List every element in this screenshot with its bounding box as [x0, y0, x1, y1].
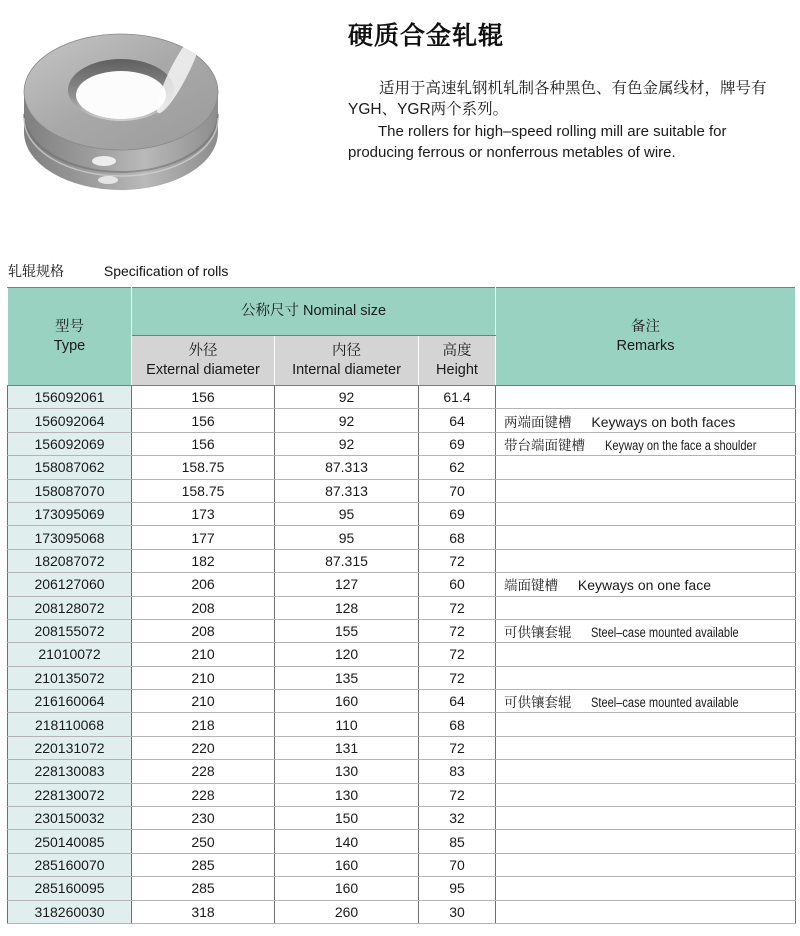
cell-internal-diameter: 155 [275, 619, 419, 642]
cell-internal-diameter: 95 [275, 502, 419, 525]
page-title: 硬质合金轧辊 [348, 22, 505, 50]
remark-zh: 可供镶套辊 [504, 695, 572, 711]
cell-internal-diameter: 150 [275, 807, 419, 830]
table-row [8, 877, 796, 900]
remark-en: Keyway on the face a shoulder [604, 437, 757, 453]
cell-height: 72 [419, 736, 496, 759]
cell-type: 285160070 [8, 853, 132, 876]
cell-external-diameter: 156 [132, 432, 275, 455]
cell-internal-diameter: 160 [275, 690, 419, 713]
cell-height: 72 [419, 783, 496, 806]
section-label-en: Specification of rolls [103, 263, 229, 279]
table-row [8, 456, 796, 479]
cell-remark [496, 479, 796, 502]
cell-external-diameter: 158.75 [132, 456, 275, 479]
cell-external-diameter: 318 [132, 900, 275, 923]
cell-external-diameter: 182 [132, 549, 275, 572]
section-label [8, 261, 228, 281]
cell-external-diameter: 210 [132, 666, 275, 689]
cell-external-diameter: 177 [132, 526, 275, 549]
col-header-remarks-en: Remarks [616, 337, 675, 354]
table-row [8, 502, 796, 525]
cell-internal-diameter: 120 [275, 643, 419, 666]
col-header-int-zh: 内径 [332, 342, 361, 359]
cell-type: 156092064 [8, 409, 132, 432]
table-row [8, 666, 796, 689]
cell-height: 83 [419, 760, 496, 783]
table-row [8, 432, 796, 455]
cell-internal-diameter: 92 [275, 409, 419, 432]
col-header-type [8, 288, 132, 386]
remark-en: Steel–case mounted available [591, 625, 740, 641]
cell-type: 230150032 [8, 807, 132, 830]
intro-zh [348, 78, 798, 120]
cell-height: 30 [419, 900, 496, 923]
col-header-int-en: Internal diameter [292, 361, 401, 378]
cell-external-diameter: 285 [132, 853, 275, 876]
cell-remark [496, 760, 796, 783]
cell-height: 61.4 [419, 386, 496, 409]
cell-external-diameter: 210 [132, 643, 275, 666]
cell-external-diameter: 158.75 [132, 479, 275, 502]
cell-internal-diameter: 128 [275, 596, 419, 619]
cell-internal-diameter: 140 [275, 830, 419, 853]
cell-height: 64 [419, 690, 496, 713]
cell-type: 158087070 [8, 479, 132, 502]
cell-remark [496, 386, 796, 409]
cell-type: 206127060 [8, 573, 132, 596]
cell-external-diameter: 173 [132, 502, 275, 525]
cell-remark [496, 549, 796, 572]
cell-type: 228130083 [8, 760, 132, 783]
cell-external-diameter: 210 [132, 690, 275, 713]
intro-en-line1: The rollers for high–speed rolling mill are suitable for [378, 123, 727, 140]
roller-illustration [16, 10, 228, 198]
cell-type: 156092069 [8, 432, 132, 455]
table-row [8, 713, 796, 736]
intro-zh-line2: YGH、YGR两个系列。 [348, 101, 509, 118]
cell-height: 70 [419, 853, 496, 876]
cell-remark [496, 432, 796, 455]
table-row [8, 760, 796, 783]
cell-remark [496, 456, 796, 479]
cell-height: 72 [419, 666, 496, 689]
cell-external-diameter: 228 [132, 760, 275, 783]
cell-remark [496, 783, 796, 806]
cell-remark [496, 877, 796, 900]
cell-internal-diameter: 130 [275, 783, 419, 806]
cell-internal-diameter: 87.313 [275, 456, 419, 479]
cell-internal-diameter: 87.315 [275, 549, 419, 572]
col-header-type-zh: 型号 [55, 318, 84, 335]
table-row [8, 526, 796, 549]
cell-height: 72 [419, 643, 496, 666]
col-header-ext-zh: 外径 [188, 342, 218, 359]
table-row [8, 643, 796, 666]
cell-type: 216160064 [8, 690, 132, 713]
cell-external-diameter: 220 [132, 736, 275, 759]
cell-height: 32 [419, 807, 496, 830]
cell-type: 228130072 [8, 783, 132, 806]
cell-type: 218110068 [8, 713, 132, 736]
table-row [8, 619, 796, 642]
remark-zh: 两端面键槽 [504, 414, 572, 430]
cell-internal-diameter: 131 [275, 736, 419, 759]
col-header-height-en: Height [436, 361, 478, 378]
remark-zh: 端面键槽 [504, 578, 559, 594]
cell-external-diameter: 156 [132, 386, 275, 409]
cell-remark [496, 807, 796, 830]
cell-height: 64 [419, 409, 496, 432]
section-label-zh: 轧辊规格 [8, 263, 64, 279]
cell-height: 72 [419, 549, 496, 572]
cell-height: 72 [419, 619, 496, 642]
col-header-internal-diameter [275, 336, 419, 386]
cell-external-diameter: 206 [132, 573, 275, 596]
cell-remark [496, 619, 796, 642]
table-row [8, 783, 796, 806]
roller-photo [16, 10, 228, 198]
cell-type: 158087062 [8, 456, 132, 479]
cell-height: 72 [419, 596, 496, 619]
cell-remark [496, 666, 796, 689]
intro-en-line2: producing ferrous or nonferrous metables of wire. [348, 144, 676, 161]
intro-zh-line1: 适用于高速轧钢机轧制各种黑色、有色金属线材，牌号有 [379, 80, 767, 97]
cell-remark [496, 573, 796, 596]
cell-external-diameter: 250 [132, 830, 275, 853]
cell-remark [496, 900, 796, 923]
col-header-nominal-size [132, 288, 496, 336]
col-header-nominal-label: 公称尺寸 Nominal size [240, 303, 387, 319]
table-row [8, 900, 796, 923]
table-row [8, 736, 796, 759]
cell-height: 68 [419, 526, 496, 549]
remark-en: Keyways on one face [577, 577, 711, 594]
cell-internal-diameter: 92 [275, 432, 419, 455]
table-row [8, 853, 796, 876]
cell-type: 285160095 [8, 877, 132, 900]
cell-internal-diameter: 95 [275, 526, 419, 549]
col-header-remarks [496, 288, 796, 386]
cell-external-diameter: 228 [132, 783, 275, 806]
cell-height: 95 [419, 877, 496, 900]
cell-type: 220131072 [8, 736, 132, 759]
cell-type: 318260030 [8, 900, 132, 923]
cell-type: 156092061 [8, 386, 132, 409]
cell-remark [496, 596, 796, 619]
table-row [8, 830, 796, 853]
cell-internal-diameter: 92 [275, 386, 419, 409]
cell-remark [496, 853, 796, 876]
cell-internal-diameter: 87.313 [275, 479, 419, 502]
cell-external-diameter: 285 [132, 877, 275, 900]
col-header-type-en: Type [53, 337, 86, 354]
cell-external-diameter: 208 [132, 619, 275, 642]
table-row [8, 479, 796, 502]
col-header-external-diameter [132, 336, 275, 386]
table-row [8, 386, 796, 409]
table-row [8, 807, 796, 830]
cell-height: 69 [419, 502, 496, 525]
intro-block [348, 16, 798, 163]
cell-internal-diameter: 127 [275, 573, 419, 596]
remark-en: Steel–case mounted available [591, 695, 740, 711]
cell-type: 173095068 [8, 526, 132, 549]
col-header-height [419, 336, 496, 386]
cell-type: 182087072 [8, 549, 132, 572]
spec-table-body [8, 386, 796, 924]
col-header-ext-en: External diameter [146, 361, 260, 378]
spec-table [7, 287, 796, 924]
table-row [8, 573, 796, 596]
cell-internal-diameter: 135 [275, 666, 419, 689]
cell-height: 69 [419, 432, 496, 455]
remark-zh: 带台端面键槽 [504, 437, 586, 453]
cell-type: 208155072 [8, 619, 132, 642]
table-row [8, 690, 796, 713]
intro-en [348, 121, 798, 163]
cell-external-diameter: 208 [132, 596, 275, 619]
cell-height: 70 [419, 479, 496, 502]
cell-remark [496, 502, 796, 525]
cell-external-diameter: 230 [132, 807, 275, 830]
cell-internal-diameter: 160 [275, 853, 419, 876]
col-header-height-zh: 高度 [442, 342, 472, 359]
cell-internal-diameter: 130 [275, 760, 419, 783]
col-header-remarks-zh: 备注 [631, 318, 661, 335]
cell-internal-diameter: 160 [275, 877, 419, 900]
table-row [8, 549, 796, 572]
cell-height: 85 [419, 830, 496, 853]
cell-type: 250140085 [8, 830, 132, 853]
cell-remark [496, 713, 796, 736]
remark-en: Keyways on both faces [591, 413, 736, 430]
remark-zh: 可供镶套辊 [504, 625, 572, 641]
cell-internal-diameter: 260 [275, 900, 419, 923]
table-row [8, 409, 796, 432]
cell-remark [496, 690, 796, 713]
cell-height: 62 [419, 456, 496, 479]
cell-type: 208128072 [8, 596, 132, 619]
cell-remark [496, 830, 796, 853]
cell-remark [496, 409, 796, 432]
cell-remark [496, 736, 796, 759]
cell-external-diameter: 218 [132, 713, 275, 736]
cell-height: 60 [419, 573, 496, 596]
cell-external-diameter: 156 [132, 409, 275, 432]
table-row [8, 596, 796, 619]
cell-type: 173095069 [8, 502, 132, 525]
cell-remark [496, 526, 796, 549]
cell-internal-diameter: 110 [275, 713, 419, 736]
cell-type: 210135072 [8, 666, 132, 689]
cell-remark [496, 643, 796, 666]
cell-height: 68 [419, 713, 496, 736]
cell-type: 21010072 [8, 643, 132, 666]
